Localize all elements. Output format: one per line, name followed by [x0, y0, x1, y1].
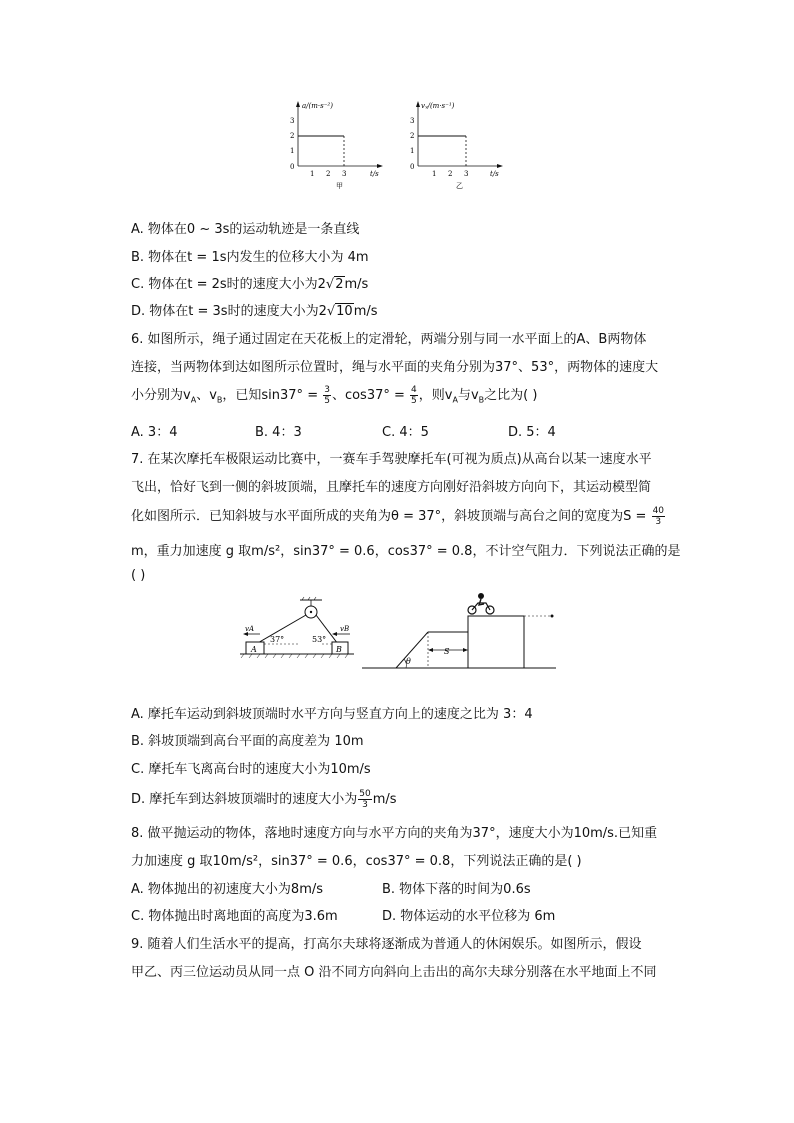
q5-option-b: B. 物体在t = 1s内发生的位移大小为 4m	[131, 250, 369, 265]
q7-stem-line3: 化如图所示．已知斜坡与水平面所成的夹角为θ = 37°，斜坡顶端与高台之间的宽度为S = $\frac{40}{3}$	[131, 506, 665, 527]
graph-b-caption: 乙	[456, 182, 463, 190]
q7-stem-line5: ( )	[131, 568, 146, 583]
block-b-label: B	[336, 645, 342, 654]
svg-text:2: 2	[448, 170, 453, 178]
q5-option-d: D. 物体在t = 3s时的速度大小为2√10m/s	[131, 304, 378, 319]
svg-text:1: 1	[410, 147, 415, 155]
q7-stem-line2: 飞出，恰好飞到一侧的斜坡顶端，且摩托车的速度方向刚好沿斜坡方向向下，其运动模型简	[131, 480, 652, 495]
q5-option-a: A. 物体在0 ~ 3s的运动轨迹是一条直线	[131, 222, 360, 237]
va-label: vA	[245, 625, 255, 633]
q6-stem-line3: 小分别为$v_A$、$v_B$，已知sin37° = $\frac{3}{5}$ 、cos37° = $\frac{4}{5}$ ，则$v_A$与$v_B$之比为( )	[131, 385, 538, 406]
q6-option-c: C. 4：5	[382, 425, 429, 440]
q6-stem-line1: 6. 如图所示，绳子通过固定在天花板上的定滑轮，两端分别与同一水平面上的A、B两物体	[131, 332, 647, 347]
q5-option-c: C. 物体在t = 2s时的速度大小为2√2m/s	[131, 277, 369, 292]
motorcycle-figure	[360, 588, 558, 672]
motorcycle-icon	[468, 593, 494, 614]
q8-stem-line2: 力加速度 g 取10m/s²，sin37° = 0.6，cos37° = 0.8，下列说法正确的是( )	[131, 854, 582, 869]
graph-b-xlabel: t/s	[490, 170, 499, 178]
svg-text:1: 1	[310, 170, 315, 178]
graph-a	[290, 101, 383, 190]
svg-text:3: 3	[342, 170, 347, 178]
graph-a-ylabel: a/(m·s⁻²)	[302, 102, 333, 110]
q7-stem-line1: 7. 在某次摩托车极限运动比赛中，一赛车手驾驶摩托车(可视为质点)从高台以某一速度水平	[131, 452, 652, 467]
q6-option-d: D. 5：4	[508, 425, 556, 440]
theta-label: θ	[406, 657, 411, 666]
svg-text:3: 3	[290, 117, 295, 125]
q8-option-a: A. 物体抛出的初速度大小为8m/s	[131, 882, 324, 897]
svg-text:3: 3	[464, 170, 469, 178]
s-label: S	[444, 647, 450, 656]
q7-option-a: A. 摩托车运动到斜坡顶端时水平方向与竖直方向上的速度之比为 3：4	[131, 707, 533, 722]
svg-text:2: 2	[410, 132, 415, 140]
q7-option-c: C. 摩托车飞离高台时的速度大小为10m/s	[131, 762, 371, 777]
svg-text:2: 2	[326, 170, 331, 178]
q9-stem-line1: 9. 随着人们生活水平的提高，打高尔夫球将逐渐成为普通人的休闲娱乐。如图所示，假设	[131, 937, 642, 952]
graph-a-xlabel: t/s	[370, 170, 379, 178]
angle-53-label: 53°	[312, 635, 327, 644]
q7-stem-line4: m，重力加速度 g 取m/s²，sin37° = 0.6，cos37° = 0.8，不计空气阻力．下列说法正确的是	[131, 544, 681, 559]
graph-b	[410, 101, 503, 190]
q9-stem-line2: 甲乙、丙三位运动员从同一点 O 沿不同方向斜向上击出的高尔夫球分别落在水平地面上不同	[131, 965, 657, 980]
q6-stem-line2: 连接，当两物体到达如图所示位置时，绳与水平面的夹角分别为37°、53°，两物体的速度大	[131, 360, 659, 375]
block-a-label: A	[251, 645, 257, 654]
q8-option-b: B. 物体下落的时间为0.6s	[382, 882, 531, 897]
q6-option-b: B. 4：3	[255, 425, 302, 440]
q8-option-c: C. 物体抛出时离地面的高度为3.6m	[131, 909, 338, 924]
svg-text:3: 3	[410, 117, 415, 125]
q6-option-a: A. 3：4	[131, 425, 178, 440]
svg-text:1: 1	[432, 170, 437, 178]
q8-stem-line1: 8. 做平抛运动的物体，落地时速度方向与水平方向的夹角为37°，速度大小为10m/s.已知重	[131, 826, 658, 841]
svg-text:2: 2	[290, 132, 295, 140]
high-platform	[468, 616, 524, 668]
graph-a-caption: 甲	[336, 182, 343, 190]
svg-text:1: 1	[290, 147, 295, 155]
pulley-figure	[238, 596, 356, 662]
graph-b-ylabel: vᵧ/(m·s⁻¹)	[421, 102, 455, 110]
q7-option-b: B. 斜坡顶端到高台平面的高度差为 10m	[131, 734, 364, 749]
svg-text:0: 0	[410, 163, 415, 171]
q7-option-d: D. 摩托车到达斜坡顶端时的速度大小为 $\frac{50}{3}$ m/s	[131, 789, 397, 810]
svg-text:0: 0	[290, 163, 295, 171]
vb-label: vB	[340, 625, 350, 633]
graph-figure	[282, 98, 512, 190]
q8-option-d: D. 物体运动的水平位移为 6m	[382, 909, 556, 924]
angle-37-label: 37°	[270, 635, 285, 644]
